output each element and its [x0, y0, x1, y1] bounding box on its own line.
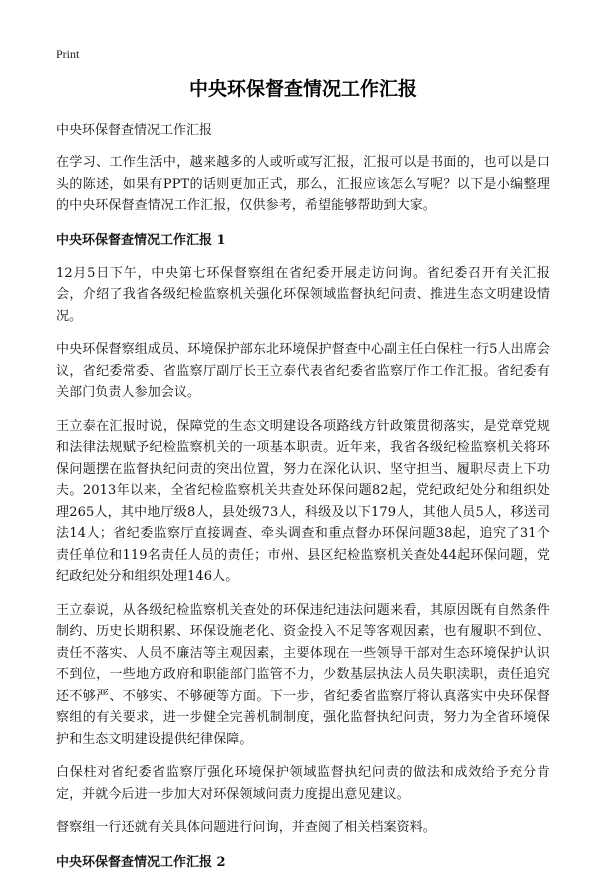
section-1-paragraph-4: 王立泰说，从各级纪检监察机关查处的环保违纪违法问题来看，其原因既有自然条件制约、历史长期积累、环保设施老化、资金投入不足等客观因素，也有履职不到位、责任不落实、人员不廉洁等主观因素，主要体现在一些领导干部对生态环境保护认识不到位，一些地方政府和职能部门监管不力，少数基层执法人员失职渎职，责任追究还不够严、不够实、不够硬等方面。下一步，省纪委省监察厅将认真落实中央环保督察组的有关要求，进一步健全完善机制制度，强化监督执纪问责，努力为全省环境保护和生态文明建设提供纪律保障。: [56, 602, 550, 747]
section-1-paragraph-3: 王立泰在汇报时说，保障党的生态文明建设各项路线方针政策贯彻落实，是党章党规和法律法规赋予纪检监察机关的一项基本职责。近年来，我省各级纪检监察机关将环保问题摆在监督执纪问责的突出位置，努力在深化认识、坚守担当、履职尽责上下功夫。2013年以来，全省纪检监察机关共查处环保问题82起，党纪政纪处分和组织处理265人，其中地厅级8人，县处级73人，科级及以下179人，其他人员5人，移送司法14人；省纪委监察厅直接调查、牵头调查和重点督办环保问题38起，追究了31个责任单位和119名责任人员的责任；市州、县区纪检监察机关查处44起环保问题，党纪政纪处分和组织处理146人。: [56, 418, 550, 584]
print-link[interactable]: Print: [56, 47, 80, 61]
section-1-paragraph-5: 白保柱对省纪委省监察厅强化环境保护领域监督执纪问责的做法和成效给予充分肯定，并就今后进一步加大对环保领域问责力度提出意见建议。: [56, 765, 550, 802]
intro-paragraph: 在学习、工作生活中，越来越多的人或听或写汇报，汇报可以是书面的，也可以是口头的陈述，如果有PPT的话则更加正式，那么，汇报应该怎么写呢？以下是小编整理的中央环保督查情况工作汇报，仅供参考，希望能够帮助到大家。: [56, 155, 550, 213]
document-subtitle: 中央环保督查情况工作汇报: [56, 123, 213, 138]
section-heading-1: 中央环保督查情况工作汇报 1: [56, 232, 226, 248]
section-heading-2: 中央环保督查情况工作汇报 2: [56, 854, 226, 870]
page-title: 中央环保督查情况工作汇报: [188, 78, 417, 100]
section-1-paragraph-6: 督察组一行还就有关具体问题进行问询，并查阅了相关档案资料。: [56, 820, 436, 835]
section-1-paragraph-1: 12月5日下午，中央第七环保督察组在省纪委开展走访问询。省纪委召开有关汇报会，介绍了我省各级纪检监察机关强化环保领域监督执纪问责、推进生态文明建设情况。: [56, 265, 550, 324]
document-body: [56, 76, 550, 873]
section-1-paragraph-2: 中央环保督察组成员、环境保护部东北环境保护督查中心副主任白保柱一行5人出席会议，省纪委常委、省监察厅副厅长王立泰代表省纪委省监察厅作工作汇报。省纪委有关部门负责人参加会议。: [56, 342, 550, 400]
